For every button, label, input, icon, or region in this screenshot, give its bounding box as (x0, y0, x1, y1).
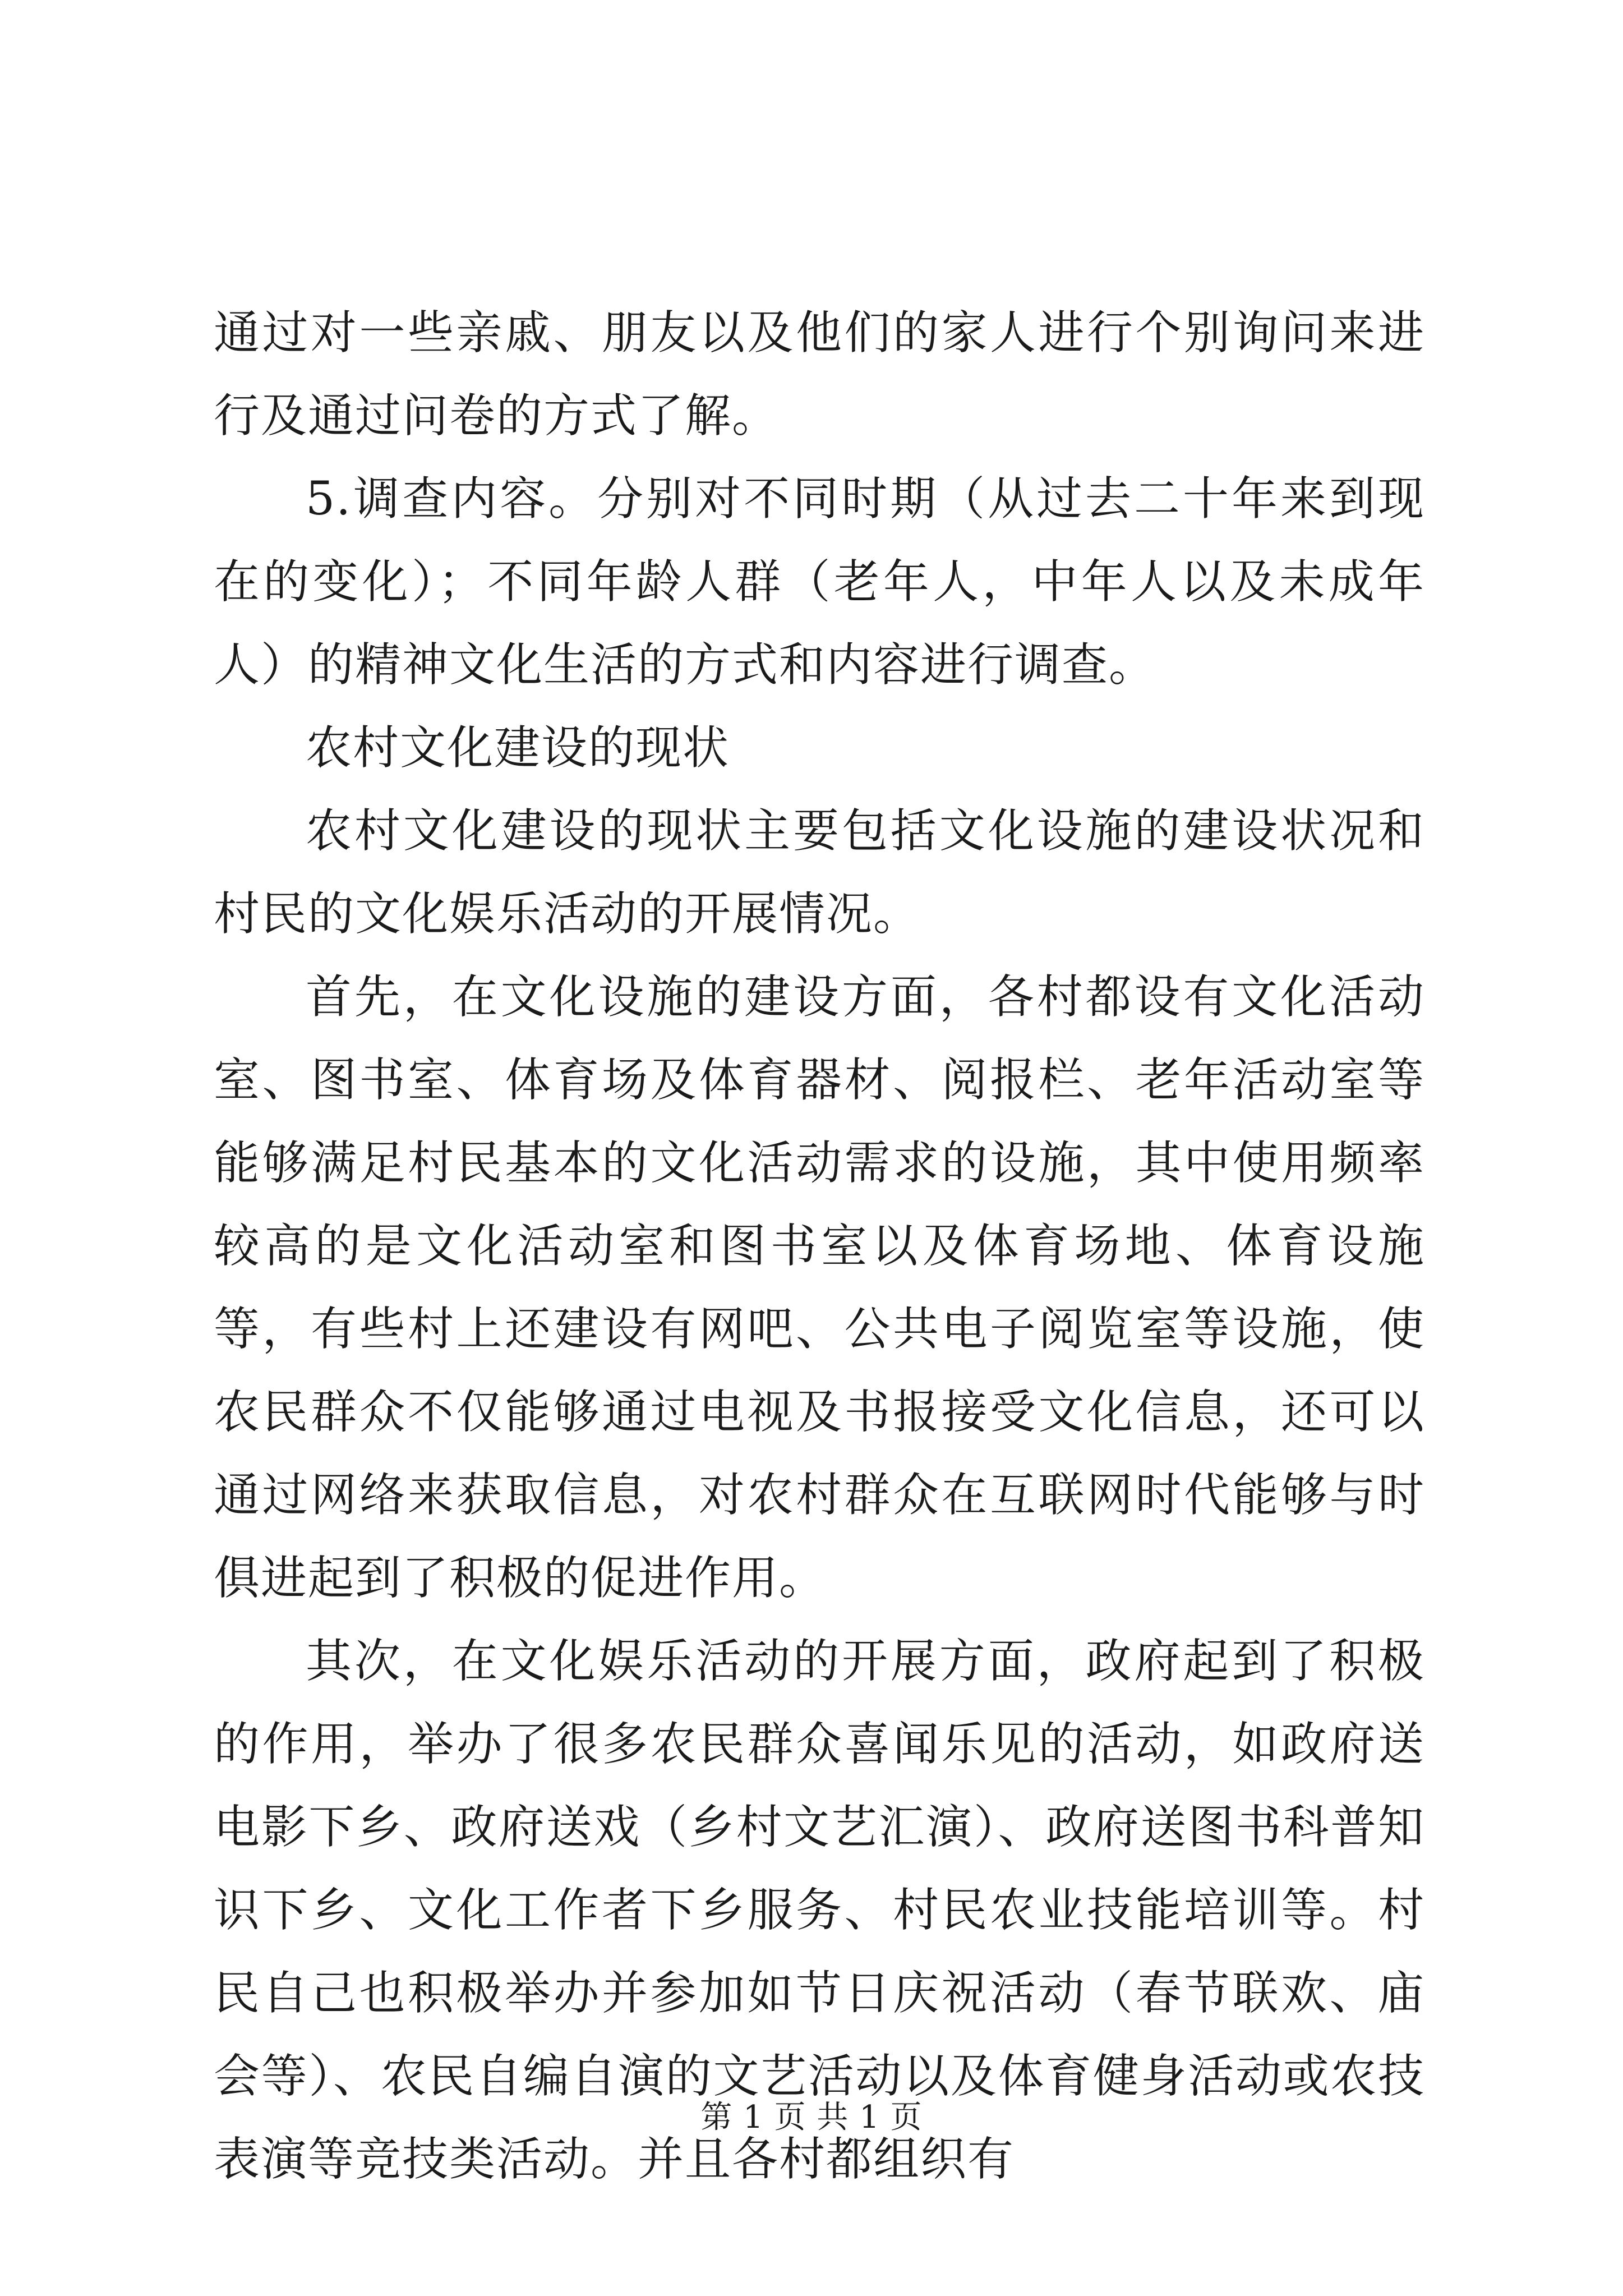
paragraph-2: 5.调查内容。分别对不同时期（从过去二十年来到现在的变化）；不同年龄人群（老年人，中年人以及未成年人）的精神文化生活的方式和内容进行调查。 (214, 472, 1425, 692)
page-footer (0, 2098, 1623, 2137)
page-number: 第 1 页 共 1 页 (700, 2099, 923, 2136)
paragraph-4: 首先，在文化设施的建设方面，各村都设有文化活动室、图书室、体育场及体育器材、阅报栏、老年活动室等能够满足村民基本的文化活动需求的设施，其中使用频率较高的是文化活动室和图书室以及体育场地、体育设施等，有些村上还建设有网吧、公共电子阅览室等设施，使农民群众不仅能够通过电视及书报接受文化信息，还可以通过网络来获取信息，对农村群众在互联网时代能够与时俱进起到了积极的促进作用。 (214, 970, 1425, 1605)
section-heading: 农村文化建设的现状 (306, 721, 730, 775)
paragraph-1: 通过对一些亲戚、朋友以及他们的家人进行个别询问来进行及通过问卷的方式了解。 (214, 306, 1425, 443)
document-body (214, 292, 1425, 2201)
paragraph-3: 农村文化建设的现状主要包括文化设施的建设状况和村民的文化娱乐活动的开展情况。 (214, 804, 1425, 941)
paragraph-5: 其次，在文化娱乐活动的开展方面，政府起到了积极的作用，举办了很多农民群众喜闻乐见的活动，如政府送电影下乡、政府送戏（乡村文艺汇演）、政府送图书科普知识下乡、文化工作者下乡服务、村民农业技能培训等。村民自己也积极举办并参加如节日庆祝活动（春节联欢、庙会等）、农民自编自演的文艺活动以及体育健身活动或农技表演等竞技类活动。并且各村都组织有 (214, 1635, 1425, 2186)
